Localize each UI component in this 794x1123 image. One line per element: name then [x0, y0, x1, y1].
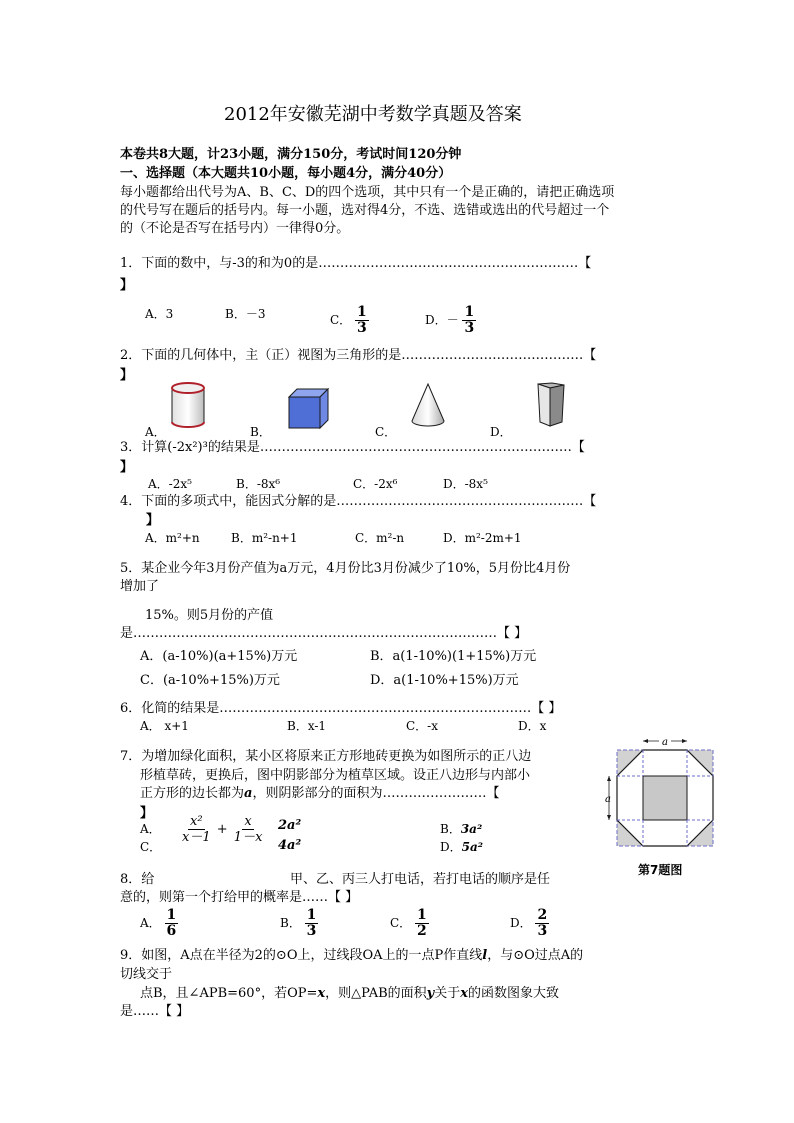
question-3-stem: 3．计算(-2x²)³的结果是………………………………………………………………【 — [120, 440, 585, 455]
prism-icon — [536, 382, 566, 428]
variable-l: l — [482, 948, 488, 963]
answer-bracket: 】 — [120, 460, 134, 475]
denominator: 3 — [306, 923, 317, 939]
stem-text: 正方形的边长都为 — [140, 786, 245, 801]
question-5-stem: 5．某企业今年3月份产值为a万元，4月份比3月份减少了10%，5月份比4月份 — [120, 561, 571, 576]
option-label: D．－ — [425, 313, 459, 327]
option-d: D．m²-2m+1 — [443, 531, 522, 545]
fraction — [415, 908, 429, 939]
option-c: C． — [375, 425, 397, 439]
numerator: 1 — [166, 907, 177, 923]
answer-bracket: 】 — [146, 513, 160, 528]
option-c: C．-2x⁶ — [353, 477, 398, 491]
instructions-line: 的代号写在题后的括号内。每一小题，选对得4分，不选、选错或选出的代号超过一个 — [120, 203, 610, 218]
answer-bracket: 】 — [120, 278, 134, 293]
option-a: A．(a-10%)(a+15%)万元 — [140, 649, 298, 664]
option-value: 5a² — [461, 840, 484, 854]
denominator: 3 — [464, 320, 475, 336]
fraction — [165, 908, 179, 939]
question-8-stem: 甲、乙、丙三人打电话，若打电话的顺序是任 — [290, 872, 551, 887]
figure-caption: 第7题图 — [638, 863, 683, 877]
variable-a: a — [244, 786, 253, 801]
option-b: B．a(1-10%)(1+15%)万元 — [370, 649, 537, 664]
denominator: 6 — [166, 923, 177, 939]
figure-label-a: a — [605, 794, 611, 805]
option-b: B．－3 — [225, 307, 266, 321]
numerator: 1 — [306, 907, 317, 923]
option-d: D．x — [518, 719, 547, 733]
option-a — [140, 908, 178, 939]
numerator: x — [244, 814, 252, 829]
question-1-stem: 1．下面的数中，与-3的和为0的是……………………………………………………【 — [120, 256, 592, 271]
cube-icon — [288, 388, 330, 430]
question-5-stem: 是…………………………………………………………………………【 】 — [120, 626, 528, 641]
page-title: 2012年安徽芜湖中考数学真题及答案 — [224, 104, 522, 125]
option-label: C． — [390, 916, 412, 930]
option-label: D． — [510, 916, 532, 930]
option-c — [390, 908, 429, 939]
option-b — [440, 820, 482, 837]
fraction — [180, 814, 213, 845]
exam-info: 本卷共8大题，计23小题，满分150分，考试时间120分钟 — [120, 147, 462, 162]
question-8-stem: 意的，则第一个打给甲的概率是……【 】 — [120, 890, 359, 905]
question-7-stem: 形植草砖，更换后，图中阴影部分为植草区域。设正八边形与内部小 — [140, 768, 531, 783]
option-d — [425, 305, 476, 336]
option-a: A． — [140, 822, 161, 836]
option-label: D． — [440, 840, 462, 854]
option-a: A．3 — [145, 307, 174, 321]
answer-bracket: 】 — [140, 806, 154, 821]
option-b: B． — [250, 425, 271, 439]
answer-bracket: 】 — [120, 368, 134, 383]
question-9-stem: 是……【 】 — [120, 1004, 190, 1019]
option-label: C． — [330, 313, 352, 327]
option-a: A．-2x⁵ — [148, 477, 192, 491]
stem-text: 9．如图，A点在半径为2的⊙O上，过线段OA上的一点P作直线 — [120, 948, 483, 963]
option-c: C．(a-10%+15%)万元 — [140, 673, 280, 688]
question-7-stem: 7．为增加绿化面积，某小区将原来正方形地砖更换为如图所示的正八边 — [120, 749, 532, 764]
question-7-stem — [140, 782, 499, 801]
option-d: D．-8x⁵ — [443, 477, 488, 491]
figure-label-a: a — [662, 737, 668, 748]
question-2-stem: 2．下面的几何体中，主（正）视图为三角形的是……………………………………【 — [120, 348, 597, 363]
instructions-line: 的（不论是否写在括号内）一律得0分。 — [120, 221, 350, 236]
option-b: B．-8x⁶ — [236, 477, 281, 491]
option-d: D． — [490, 425, 512, 439]
cone-icon — [410, 383, 446, 429]
question-4-stem: 4．下面的多项式中，能因式分解的是…………………………………………………【 — [120, 494, 597, 509]
plus-sign: + — [216, 822, 228, 837]
variable-x: x — [460, 986, 468, 1001]
option-value: 3a² — [460, 822, 483, 836]
option-c-value: 4a² — [278, 838, 302, 853]
denominator: 3 — [537, 923, 548, 939]
option-d — [510, 908, 549, 939]
fraction — [535, 908, 549, 939]
option-a: A．m²+n — [145, 531, 200, 545]
numerator: 2 — [537, 907, 548, 923]
option-c: C．m²-n — [355, 531, 405, 545]
stem-text: 关于 — [434, 986, 461, 1001]
cylinder-icon — [168, 380, 208, 430]
fraction — [232, 814, 265, 845]
question-5-stem: 15%。则5月份的产值 — [145, 608, 274, 623]
question-8-stem: 8．给 — [120, 872, 155, 887]
question-6-stem: 6．化简的结果是………………………………………………………………【 】 — [120, 701, 562, 716]
stem-text: ，与⊙O过点A的 — [487, 948, 584, 963]
option-b: B．x-1 — [287, 719, 327, 733]
option-label: B． — [280, 916, 301, 930]
octagon-figure — [605, 735, 715, 850]
variable-y: y — [426, 986, 435, 1001]
numerator: 1 — [464, 304, 475, 320]
question-9-stem: 切线交于 — [120, 967, 173, 982]
option-b: B．m²-n+1 — [231, 531, 298, 545]
option-d — [440, 838, 483, 855]
option-c — [330, 305, 369, 336]
option-a-value: 2a² — [278, 818, 302, 833]
option-d: D．a(1-10%+15%)万元 — [370, 673, 519, 688]
stem-text: ，则△PAB的面积 — [325, 986, 427, 1001]
denominator: 2 — [417, 923, 427, 939]
denominator: x－1 — [182, 830, 211, 845]
option-label: A． — [140, 916, 161, 930]
option-a: A． x+1 — [140, 719, 189, 733]
fraction — [462, 305, 476, 336]
question-9-stem — [120, 944, 583, 963]
denominator: 3 — [357, 320, 367, 336]
instructions-line: 每小题都给出代号为A、B、C、D的四个选项，其中只有一个是正确的，请把正确选项 — [120, 185, 615, 200]
option-label: B． — [440, 822, 461, 836]
denominator: 1－x — [233, 830, 263, 845]
stem-text: 的函数图象大致 — [467, 986, 559, 1001]
section-heading: 一、选择题（本大题共10小题，每小题4分，满分40分） — [120, 166, 452, 181]
stem-text: 点B，且∠APB=60°，若OP= — [140, 986, 318, 1001]
option-c: C．-x — [406, 719, 439, 733]
expression — [180, 814, 264, 845]
option-b — [280, 908, 318, 939]
numerator: 1 — [357, 304, 367, 320]
question-5-stem: 增加了 — [120, 579, 160, 594]
option-a: A． — [145, 425, 166, 439]
option-c: C． — [140, 840, 162, 854]
fraction — [305, 908, 319, 939]
fraction — [355, 305, 369, 336]
question-9-stem — [140, 982, 559, 1001]
numerator: x² — [190, 814, 203, 829]
variable-x: x — [317, 986, 326, 1001]
numerator: 1 — [417, 907, 427, 923]
stem-text: ，则阴影部分的面积为……………………【 — [252, 786, 500, 801]
